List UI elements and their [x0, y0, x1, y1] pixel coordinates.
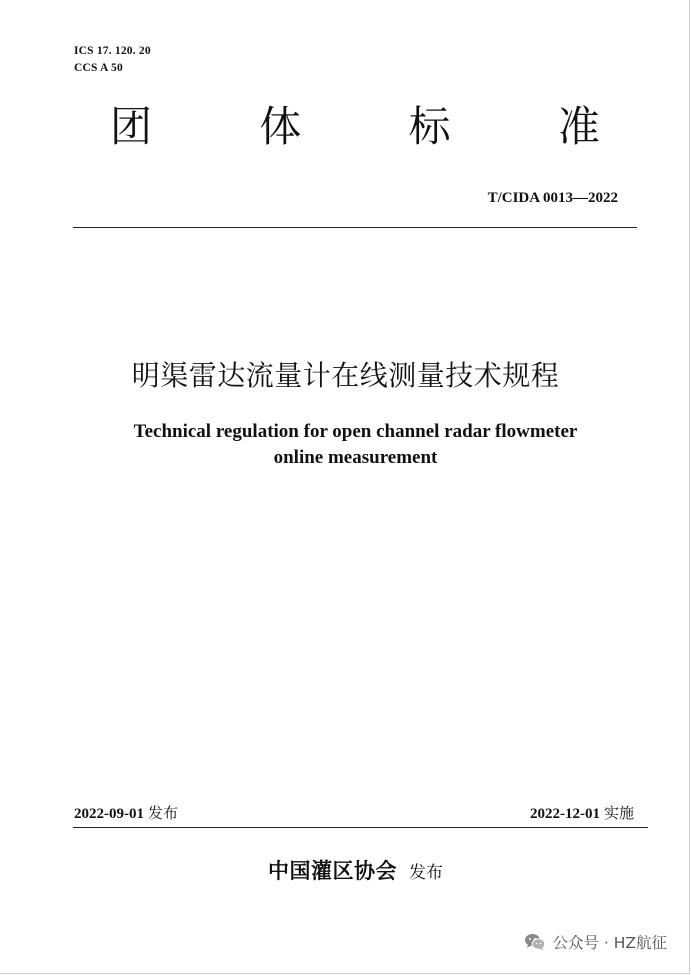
issue-date: 2022-09-01	[74, 806, 144, 822]
publisher-line	[0, 855, 691, 885]
implement-date-block	[530, 802, 634, 823]
bottom-divider	[73, 827, 648, 828]
issue-label: 发布	[148, 804, 179, 822]
issue-date-block	[74, 802, 178, 823]
ics-code: ICS 17. 120. 20	[74, 45, 151, 57]
implement-date: 2022-12-01	[529, 806, 600, 822]
watermark-text: 公众号 · HZ航征	[552, 934, 667, 952]
standard-type-heading	[110, 100, 600, 154]
top-divider	[73, 227, 637, 228]
standard-type-char: 体	[259, 102, 302, 151]
publisher-organization: 中国灌区协会	[268, 858, 397, 883]
standard-number: T/CIDA 0013—2022	[487, 190, 618, 206]
title-english-line-1: Technical regulation for open channel radar flowmeter	[133, 421, 578, 442]
wechat-watermark	[524, 931, 667, 953]
publisher-action: 发布	[409, 863, 443, 883]
standard-type-char: 标	[408, 102, 451, 151]
ccs-code: CCS A 50	[74, 62, 123, 74]
standard-type-char: 准	[557, 102, 600, 151]
implement-label: 实施	[603, 804, 634, 822]
standard-type-char: 团	[110, 102, 153, 151]
title-chinese: 明渠雷达流量计在线测量技术规程	[131, 359, 560, 392]
title-english-line-2: online measurement	[273, 447, 438, 468]
wechat-icon	[524, 933, 546, 951]
